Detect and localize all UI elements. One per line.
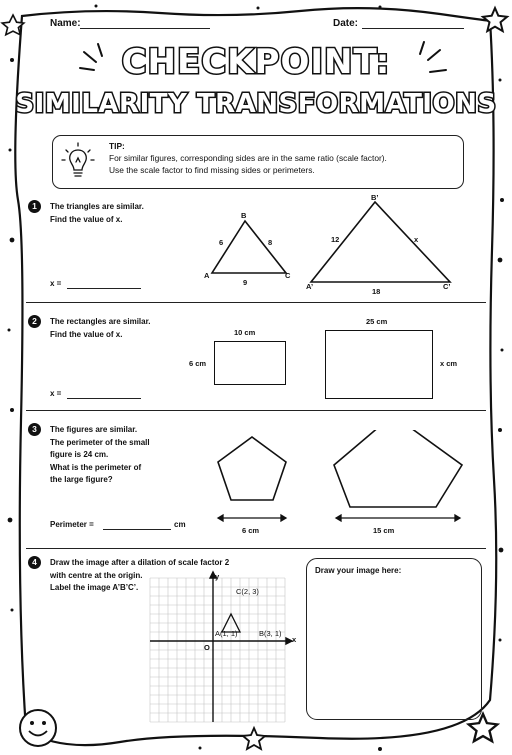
origin-label: O <box>204 643 210 652</box>
point-c-label: C(2, 3) <box>236 587 259 596</box>
small-pentagon <box>218 437 286 500</box>
star-icon <box>483 8 507 31</box>
small-rect-width: 10 cm <box>234 328 256 337</box>
small-side-left: 6 <box>219 238 224 247</box>
large-rect-width: 25 cm <box>366 317 388 326</box>
small-rectangle <box>214 341 286 385</box>
large-side-label: 15 cm <box>373 526 395 535</box>
divider <box>26 410 486 411</box>
side-arrows <box>210 512 480 524</box>
large-side-base: 18 <box>372 287 381 296</box>
x-axis-label: x <box>292 635 297 644</box>
question-number-4: 4 <box>28 556 41 569</box>
tip-line-2: Use the scale factor to find missing sides or perimeters. <box>109 165 315 175</box>
question-number-2: 2 <box>28 315 41 328</box>
small-side-base: 9 <box>243 278 248 287</box>
large-rect-height: x cm <box>440 359 458 368</box>
q1-line-2: Find the value of x. <box>50 214 123 224</box>
question-number-1: 1 <box>28 200 41 213</box>
q1-answer-field[interactable] <box>67 288 141 289</box>
q3-line-5: the large figure? <box>50 475 113 484</box>
q3-line-4: What is the perimeter of <box>50 462 142 472</box>
large-vertex-a: A’ <box>306 282 314 291</box>
y-axis-label: y <box>215 572 220 581</box>
small-vertex-c: C <box>285 271 291 280</box>
smiley-icon <box>20 710 56 746</box>
q1-answer-label: x = <box>50 279 62 288</box>
q3-answer-unit: cm <box>174 520 186 529</box>
page-subtitle: SIMILARITY TRANSFORMATIONS <box>15 89 497 119</box>
question-3-text <box>50 424 150 487</box>
q2-line-2: Find the value of x. <box>50 329 123 339</box>
divider <box>26 302 486 303</box>
lightbulb-icon <box>61 142 95 182</box>
large-side-right: x <box>414 235 419 244</box>
small-vertex-b: B <box>241 211 247 220</box>
q2-line-1: The rectangles are similar. <box>50 317 151 326</box>
q3-answer-label: Perimeter = <box>50 520 94 529</box>
q4-line-1: Draw the image after a dilation of scale factor 2 <box>50 558 230 567</box>
point-a-label: A(1, 1) <box>215 629 238 638</box>
star-icon <box>243 728 265 749</box>
q3-line-3: figure is 24 cm. <box>50 450 109 459</box>
q1-line-1: The triangles are similar. <box>50 202 144 211</box>
small-side-label: 6 cm <box>242 526 260 535</box>
q3-line-1: The figures are similar. <box>50 425 138 434</box>
coordinate-grid <box>140 570 300 728</box>
q2-answer-label: x = <box>50 389 62 398</box>
large-vertex-b: B’ <box>371 193 379 202</box>
large-vertex-c: C’ <box>443 282 451 291</box>
q3-line-2: The perimeter of the small <box>50 437 150 447</box>
small-vertex-a: A <box>204 271 210 280</box>
divider <box>26 548 486 549</box>
q1-triangles <box>198 190 468 300</box>
date-label: Date: <box>333 18 359 29</box>
q4-line-3: Label the image A’B’C’. <box>50 583 139 592</box>
tip-heading: TIP: <box>109 141 125 151</box>
tip-text <box>109 140 387 176</box>
large-pentagon <box>334 430 462 507</box>
small-triangle <box>212 221 286 273</box>
question-2-text <box>50 316 151 341</box>
large-side-left: 12 <box>331 235 340 244</box>
drawing-area-label: Draw your image here: <box>315 566 402 575</box>
name-field[interactable] <box>80 28 210 29</box>
tip-box <box>52 135 464 189</box>
small-side-right: 8 <box>268 238 273 247</box>
q2-answer-field[interactable] <box>67 398 141 399</box>
page-title: CHECKPOINT: <box>121 42 391 82</box>
name-label: Name: <box>50 18 81 29</box>
q3-answer-field[interactable] <box>103 529 171 530</box>
tip-line-1: For similar figures, corresponding sides are in the same ratio (scale factor). <box>109 153 387 163</box>
point-b-label: B(3, 1) <box>259 629 282 638</box>
date-field[interactable] <box>362 28 464 29</box>
question-1-text <box>50 201 144 226</box>
question-number-3: 3 <box>28 423 41 436</box>
drawing-area[interactable] <box>306 558 482 720</box>
q4-line-2: with centre at the origin. <box>50 570 143 580</box>
small-rect-height: 6 cm <box>189 359 207 368</box>
large-rectangle <box>325 330 433 399</box>
